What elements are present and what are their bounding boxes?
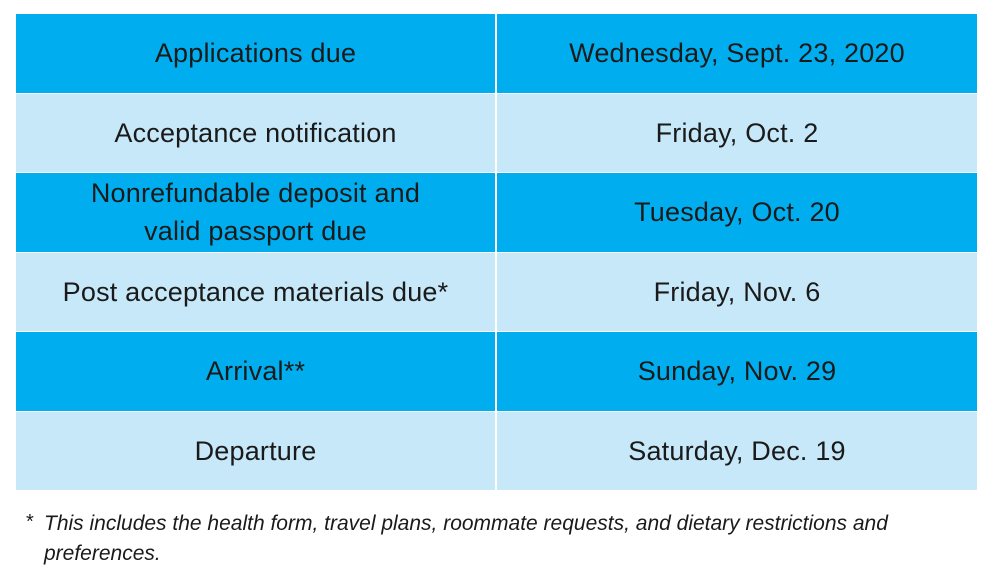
footnote-text: This includes the health form, travel plans, roommate requests, and dietary restrictions and preferences. xyxy=(44,512,888,565)
date-cell: Sunday, Nov. 29 xyxy=(495,332,977,411)
event-cell: Arrival** xyxy=(16,332,495,411)
table-row xyxy=(16,412,977,491)
table-row xyxy=(16,332,977,412)
schedule-table xyxy=(16,14,977,490)
event-cell: Departure xyxy=(16,412,495,491)
table-row xyxy=(16,94,977,174)
table-row xyxy=(16,253,977,333)
footnote xyxy=(26,509,966,569)
date-cell: Friday, Oct. 2 xyxy=(495,94,977,173)
event-cell: Applications due xyxy=(16,14,495,93)
table-row xyxy=(16,14,977,94)
event-cell: Nonrefundable deposit and valid passport due xyxy=(16,173,495,252)
date-cell: Tuesday, Oct. 20 xyxy=(495,173,977,252)
event-cell: Post acceptance materials due* xyxy=(16,253,495,332)
table-row xyxy=(16,173,977,253)
date-cell: Wednesday, Sept. 23, 2020 xyxy=(495,14,977,93)
event-cell: Acceptance notification xyxy=(16,94,495,173)
footnote-marker: * xyxy=(26,511,34,533)
date-cell: Friday, Nov. 6 xyxy=(495,253,977,332)
date-cell: Saturday, Dec. 19 xyxy=(495,412,977,491)
